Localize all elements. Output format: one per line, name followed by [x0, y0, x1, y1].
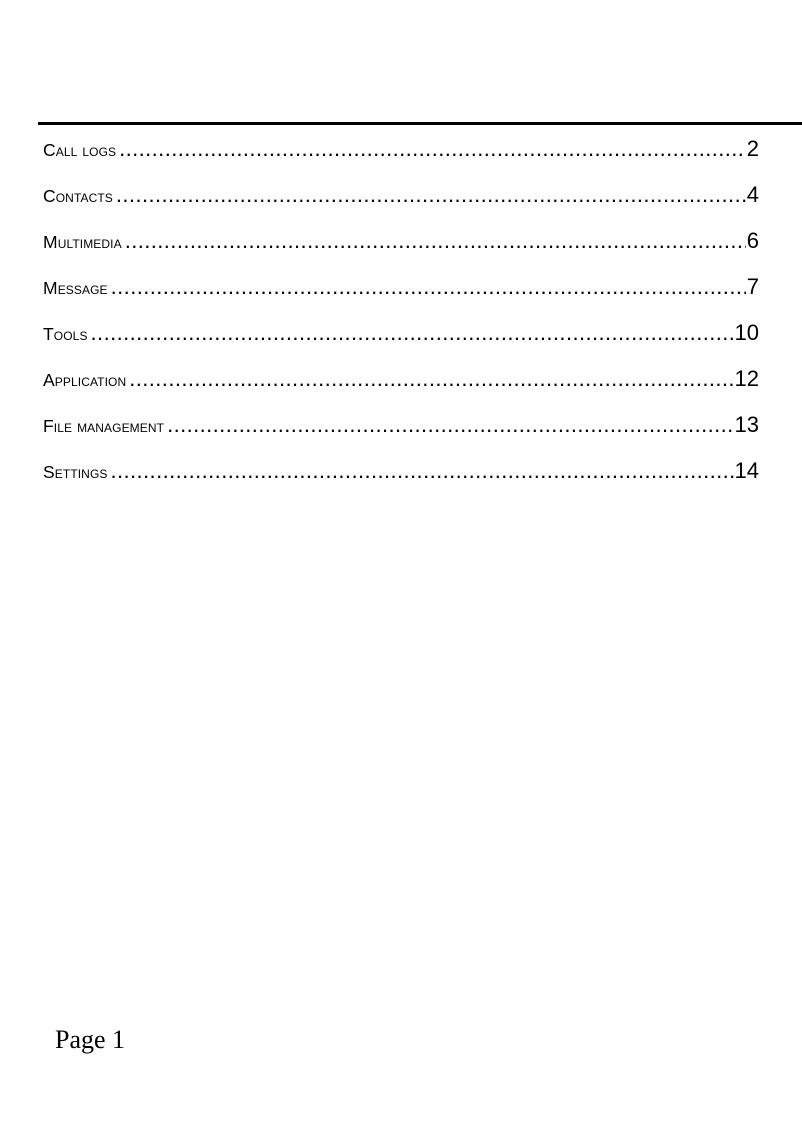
- table-of-contents: [43, 134, 759, 502]
- toc-dot-leader: [119, 134, 746, 164]
- toc-entry-call-logs[interactable]: [43, 134, 759, 180]
- toc-entry-settings[interactable]: [43, 456, 759, 502]
- toc-entry-file-management[interactable]: [43, 410, 759, 456]
- toc-dot-leader: [116, 180, 746, 210]
- toc-dot-leader: [110, 456, 733, 486]
- toc-entry-title: Settings: [43, 462, 108, 482]
- toc-entry-message[interactable]: [43, 272, 759, 318]
- toc-dot-leader: [111, 272, 746, 302]
- toc-entry-page: 2: [746, 136, 759, 161]
- toc-entry-title: Multimedia: [43, 232, 122, 252]
- toc-entry-title: Contacts: [43, 186, 113, 206]
- toc-entry-page: 4: [746, 182, 759, 207]
- toc-entry-multimedia[interactable]: [43, 226, 759, 272]
- toc-entry-page: 6: [746, 228, 759, 253]
- toc-entry-page: 12: [734, 366, 759, 391]
- toc-dot-leader: [91, 318, 734, 348]
- toc-entry-page: 13: [734, 412, 759, 437]
- top-rule: [38, 122, 802, 125]
- toc-entry-title: Application: [43, 370, 127, 390]
- toc-entry-page: 7: [746, 274, 759, 299]
- toc-dot-leader: [129, 364, 733, 394]
- toc-dot-leader: [167, 410, 733, 440]
- toc-entry-contacts[interactable]: [43, 180, 759, 226]
- toc-entry-title: Tools: [43, 324, 88, 344]
- toc-entry-application[interactable]: [43, 364, 759, 410]
- toc-entry-tools[interactable]: [43, 318, 759, 364]
- page-number-footer: Page 1: [55, 1025, 126, 1054]
- toc-entry-title: Message: [43, 278, 108, 298]
- toc-entry-page: 14: [734, 458, 759, 483]
- toc-entry-page: 10: [734, 320, 759, 345]
- toc-entry-title: File management: [43, 416, 165, 436]
- toc-entry-title: Call logs: [43, 140, 117, 160]
- toc-dot-leader: [125, 226, 746, 256]
